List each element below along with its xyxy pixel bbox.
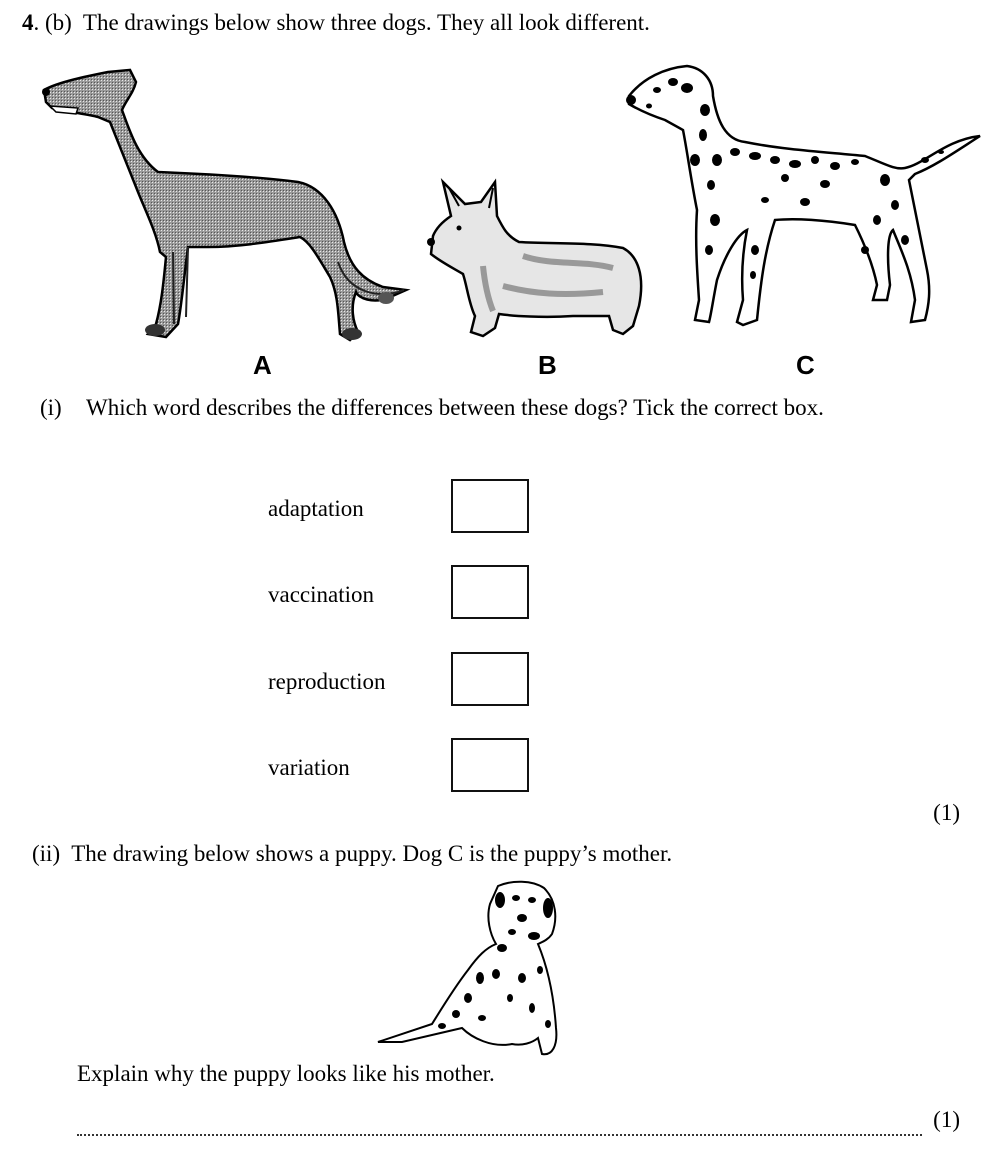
- tickbox-adaptation[interactable]: [451, 479, 529, 533]
- question-number: 4: [22, 10, 34, 35]
- question-part: . (b): [33, 10, 72, 35]
- question-heading: [22, 8, 650, 38]
- dog-label-c: C: [796, 350, 815, 380]
- part-i-number: (i): [40, 395, 62, 420]
- part-i-marks: (1): [933, 800, 960, 825]
- part-ii-question: [32, 839, 672, 869]
- dog-a-greyhound-image: [38, 62, 413, 347]
- question-intro: The drawings below show three dogs. They all look different.: [82, 10, 650, 35]
- puppy-dalmatian-image: [372, 878, 582, 1063]
- option-label-reproduction: reproduction: [268, 669, 386, 694]
- tickbox-vaccination[interactable]: [451, 565, 529, 619]
- answer-line-input[interactable]: [77, 1120, 922, 1136]
- part-ii-prompt: The drawing below shows a puppy. Dog C is the puppy’s mother.: [71, 841, 673, 866]
- part-i-prompt: Which word describes the differences between these dogs? Tick the correct box.: [86, 395, 824, 420]
- option-label-adaptation: adaptation: [268, 496, 364, 521]
- option-label-vaccination: vaccination: [268, 582, 375, 607]
- tickbox-variation[interactable]: [451, 738, 529, 792]
- dog-label-b: B: [538, 350, 557, 380]
- option-label-variation: variation: [268, 755, 350, 780]
- part-ii-number: (ii): [32, 841, 61, 866]
- part-ii-instruction: Explain why the puppy looks like his mother.: [77, 1061, 495, 1086]
- part-ii-marks: (1): [933, 1107, 960, 1132]
- dog-label-a: A: [253, 350, 272, 380]
- tickbox-reproduction[interactable]: [451, 652, 529, 706]
- dog-b-corgi-image: [423, 176, 648, 346]
- dog-c-dalmatian-image: [625, 60, 985, 335]
